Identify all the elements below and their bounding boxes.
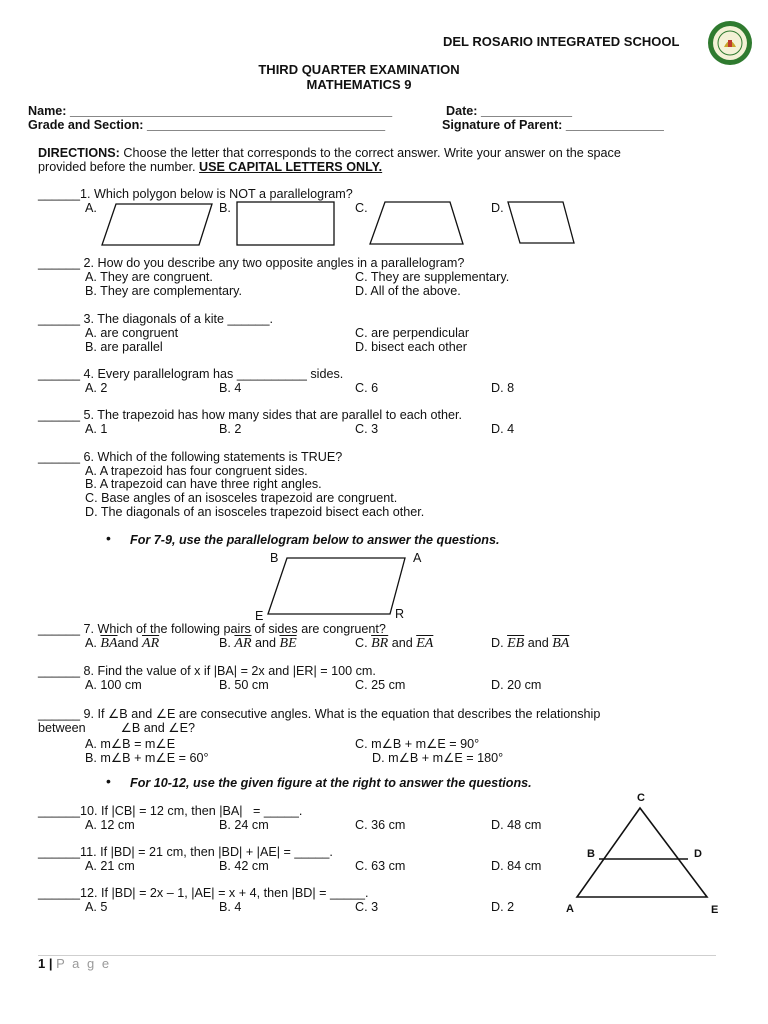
q3-option-a[interactable]: A. are congruent [85, 326, 179, 340]
q7-d-letter: D. [491, 636, 508, 650]
q3-option-b[interactable]: B. are parallel [85, 340, 163, 354]
note-q7-9: For 7-9, use the parallelogram below to answer the questions. [130, 533, 500, 547]
q10-option-c[interactable]: C. 36 cm [355, 818, 406, 832]
q10-option-b[interactable]: B. 24 cm [219, 818, 269, 832]
q7-a-and: and [117, 636, 143, 650]
q6-option-c[interactable]: C. Base angles of an isosceles trapezoid are congruent. [85, 491, 398, 505]
q1-option-b[interactable]: B. [219, 201, 231, 215]
bullet-icon: • [106, 773, 111, 789]
q8-stem: ______ 8. Find the value of x if |BA| = 2x and |ER| = 100 cm. [38, 664, 376, 678]
q12-option-c[interactable]: C. 3 [355, 900, 379, 914]
date-field[interactable]: Date: _____________ [446, 104, 573, 118]
bullet-icon: • [106, 530, 111, 546]
q7-b-and: and [251, 636, 280, 650]
q12-stem: ______12. If |BD| = 2x – 1, |AE| = x + 4, then |BD| = _____. [38, 886, 369, 900]
q7-c-seg1: $\overline{BR}$ [371, 636, 389, 651]
q7-b-seg2: $\overline{BE}$ [279, 636, 297, 651]
subject-title: MATHEMATICS 9 [306, 77, 412, 92]
q5-stem: ______ 5. The trapezoid has how many sides that are parallel to each other. [38, 408, 463, 422]
page-footer [38, 956, 111, 971]
q4-option-b[interactable]: B. 4 [219, 381, 242, 395]
q7-a-seg1: $\overline{BA}$ [100, 636, 118, 651]
fig1-label-a: A [413, 551, 422, 565]
q8-option-c[interactable]: C. 25 cm [355, 678, 406, 692]
fig2-label-e: E [711, 904, 719, 916]
q3-option-c[interactable]: C. are perpendicular [355, 326, 470, 340]
q2-option-a[interactable]: A. They are congruent. [85, 270, 213, 284]
q4-option-a[interactable]: A. 2 [85, 381, 108, 395]
q9-stem-line1: ______ 9. If ∠B and ∠E are consecutive angles. What is the equation that describes the relationship [38, 707, 601, 721]
q8-option-d[interactable]: D. 20 cm [491, 678, 542, 692]
q7-c-and: and [388, 636, 417, 650]
q7-d-seg1: $\overline{EB}$ [507, 636, 525, 651]
q7-stem: ______ 7. Which of the following pairs of sides are congruent? [38, 622, 386, 636]
q9-option-c[interactable]: C. m∠B + m∠E = 90° [355, 737, 480, 751]
directions-text1: Choose the letter that corresponds to the correct answer. Write your answer on the space [119, 146, 621, 160]
q11-option-a[interactable]: A. 21 cm [85, 859, 135, 873]
directions-text2: provided before the number. [38, 160, 200, 174]
q8-option-a[interactable]: A. 100 cm [85, 678, 142, 692]
fig2-label-c: C [637, 792, 645, 804]
q5-option-a[interactable]: A. 1 [85, 422, 108, 436]
parent-signature-field[interactable]: Signature of Parent: ______________ [442, 118, 664, 132]
q9-stem-line2: between ∠B and ∠E? [38, 721, 195, 735]
q2-stem: ______ 2. How do you describe any two opposite angles in a parallelogram? [38, 256, 465, 270]
q10-stem: ______10. If |CB| = 12 cm, then |BA| = _____. [38, 804, 303, 818]
exam-title: THIRD QUARTER EXAMINATION [258, 62, 460, 77]
page-number: 1 | [38, 956, 57, 971]
page-word: P a g e [56, 956, 112, 971]
q3-stem: ______ 3. The diagonals of a kite ______. [38, 312, 274, 326]
directions-emphasis: USE CAPITAL LETTERS ONLY. [199, 160, 383, 174]
note-q10-12: For 10-12, use the given figure at the right to answer the questions. [130, 776, 532, 790]
q7-b-letter: B. [219, 636, 235, 650]
fig2-label-d: D [694, 848, 702, 860]
q7-a-letter: A. [85, 636, 101, 650]
fig2-label-a: A [566, 903, 574, 915]
q4-option-d[interactable]: D. 8 [491, 381, 515, 395]
q1-option-d[interactable]: D. [491, 201, 504, 215]
q11-option-d[interactable]: D. 84 cm [491, 859, 542, 873]
q11-option-c[interactable]: C. 63 cm [355, 859, 406, 873]
q7-b-seg1: $\overline{AR}$ [234, 636, 252, 651]
q5-option-d[interactable]: D. 4 [491, 422, 515, 436]
q2-option-d[interactable]: D. All of the above. [355, 284, 461, 298]
q9-option-a[interactable]: A. m∠B = m∠E [85, 737, 176, 751]
school-name: DEL ROSARIO INTEGRATED SCHOOL [443, 34, 680, 49]
q10-option-d[interactable]: D. 48 cm [491, 818, 542, 832]
name-field[interactable]: Name: ______________________________________________ [28, 104, 393, 118]
footer-divider [38, 955, 716, 956]
q7-d-and: and [524, 636, 553, 650]
fig1-label-r: R [395, 607, 405, 621]
q4-option-c[interactable]: C. 6 [355, 381, 379, 395]
q12-option-d[interactable]: D. 2 [491, 900, 515, 914]
q1-option-a[interactable]: A. [85, 201, 97, 215]
q2-option-c[interactable]: C. They are supplementary. [355, 270, 510, 284]
q6-stem: ______ 6. Which of the following statements is TRUE? [38, 450, 343, 464]
directions-label: DIRECTIONS: [38, 146, 120, 160]
fig1-label-b: B [270, 551, 279, 565]
q11-option-b[interactable]: B. 42 cm [219, 859, 269, 873]
fig2-label-b: B [587, 848, 595, 860]
q10-option-a[interactable]: A. 12 cm [85, 818, 135, 832]
q12-option-b[interactable]: B. 4 [219, 900, 242, 914]
q1-option-c[interactable]: C. [355, 201, 368, 215]
q6-option-a[interactable]: A. A trapezoid has four congruent sides. [85, 464, 308, 478]
q6-option-d[interactable]: D. The diagonals of an isosceles trapezoid bisect each other. [85, 505, 425, 519]
q4-stem: ______ 4. Every parallelogram has __________ sides. [38, 367, 344, 381]
q8-option-b[interactable]: B. 50 cm [219, 678, 269, 692]
q11-stem: ______11. If |BD| = 21 cm, then |BD| + |AE| = _____. [38, 845, 333, 859]
q7-c-letter: C. [355, 636, 372, 650]
fig1-label-e: E [255, 609, 264, 623]
q7-d-seg2: $\overline{BA}$ [552, 636, 570, 651]
grade-section-field[interactable]: Grade and Section: __________________________________ [28, 118, 386, 132]
q12-option-a[interactable]: A. 5 [85, 900, 108, 914]
q3-option-d[interactable]: D. bisect each other [355, 340, 468, 354]
q9-option-d[interactable]: D. m∠B + m∠E = 180° [372, 751, 504, 765]
q9-option-b[interactable]: B. m∠B + m∠E = 60° [85, 751, 209, 765]
q2-option-b[interactable]: B. They are complementary. [85, 284, 243, 298]
q1-stem: ______1. Which polygon below is NOT a parallelogram? [38, 187, 353, 201]
q7-c-seg2: $\overline{EA}$ [416, 636, 434, 651]
q5-option-b[interactable]: B. 2 [219, 422, 242, 436]
q6-option-b[interactable]: B. A trapezoid can have three right angles. [85, 477, 322, 491]
q7-a-seg2: $\overline{AR}$ [142, 636, 160, 651]
q5-option-c[interactable]: C. 3 [355, 422, 379, 436]
